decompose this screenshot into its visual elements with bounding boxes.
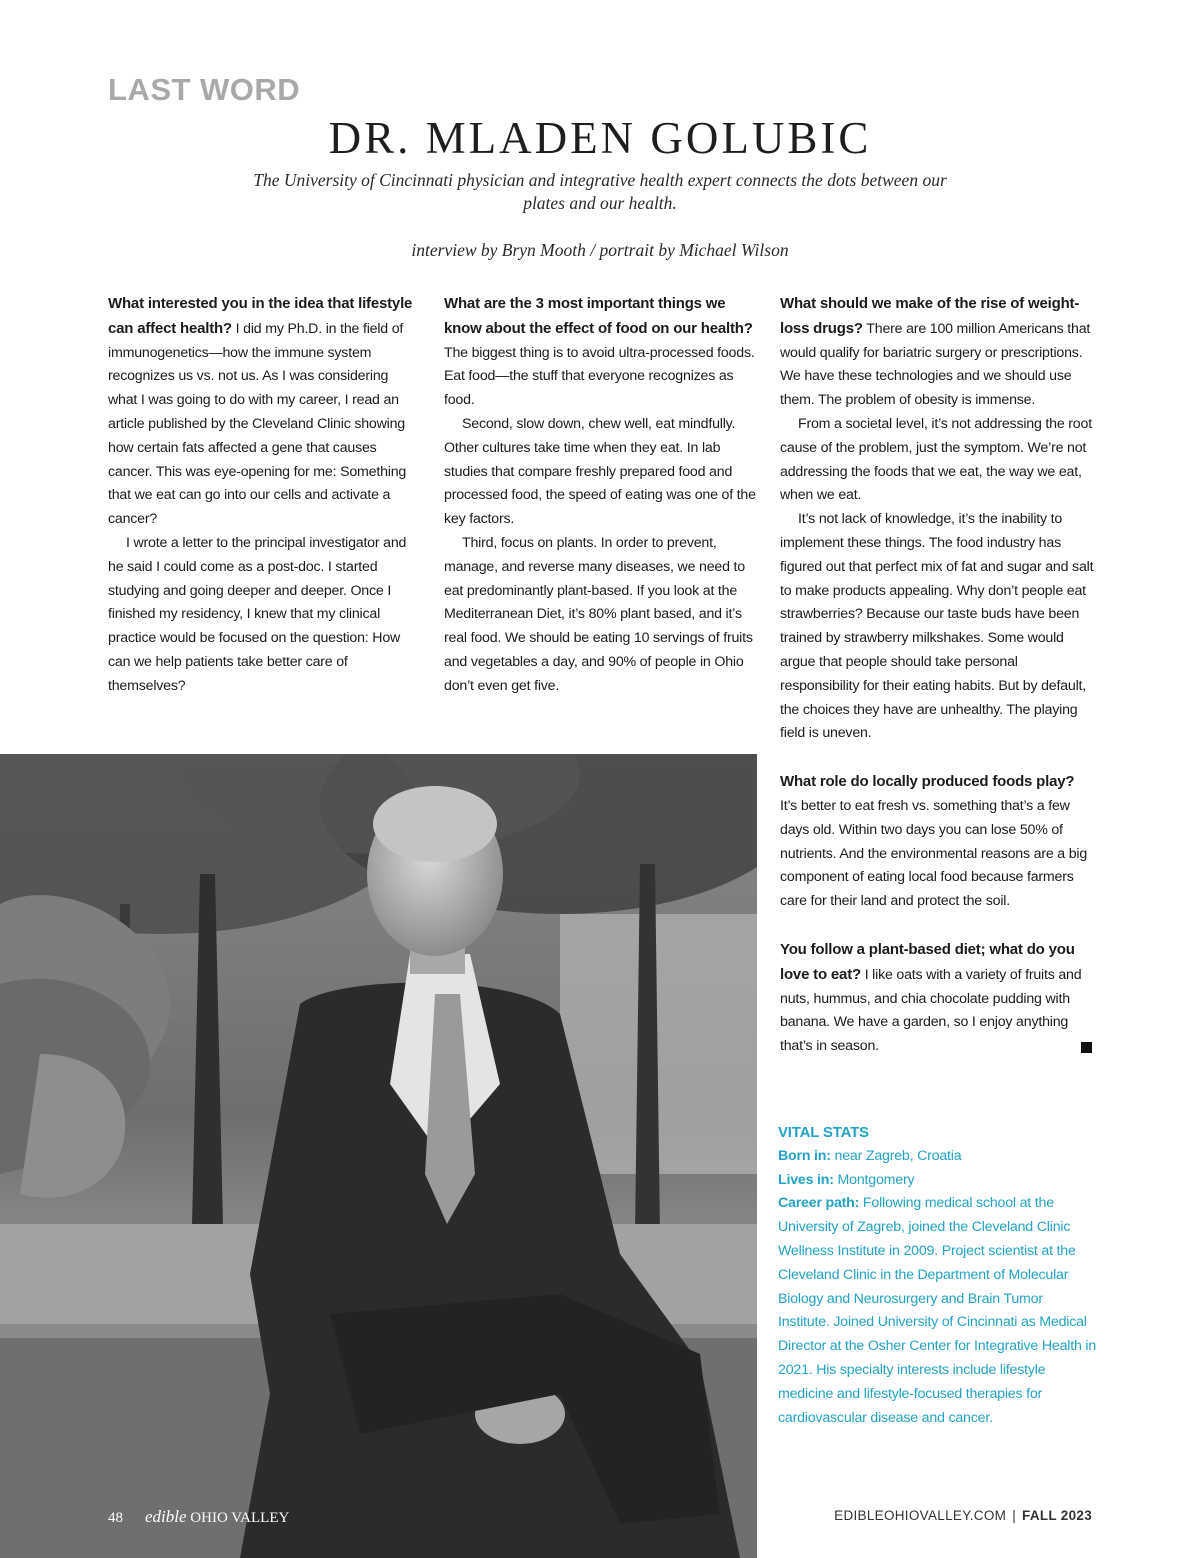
- footer-right: [834, 1508, 1092, 1523]
- section-label: LAST WORD: [108, 72, 301, 107]
- column-3: [780, 292, 1098, 1059]
- column-2: [444, 292, 756, 699]
- answer: It’s better to eat fresh vs. something that’s a few days old. Within two days you can lose 50% of nutrients. And the environmental reasons are a big component of eating local food because farmers care for their land and protect the soil.: [780, 797, 1088, 910]
- answer: The biggest thing is to avoid ultra-processed foods. Eat food—the stuff that everyone recognizes as food.: [444, 344, 755, 409]
- paragraph: Second, slow down, chew well, eat mindfully. Other cultures take time when they eat. In lab studies that compare freshly prepared food and processed food, the speed of eating was one of the key factors.: [444, 415, 756, 528]
- issue: FALL 2023: [1022, 1508, 1092, 1523]
- paragraph: [780, 938, 1098, 1059]
- stat-born: [778, 1145, 1098, 1169]
- paragraph: [108, 292, 420, 532]
- paragraph: Third, focus on plants. In order to prevent, manage, and reverse many diseases, we need to eat predominantly plant-based. If you look at the Mediterranean Diet, it’s 80% plant based, and it’s real food. We should be eating 10 servings of fruits and vegetables a day, and 90% of people in Ohio don’t even get five.: [444, 534, 753, 694]
- question: You follow a plant-based diet; what do you love to eat?: [780, 940, 1075, 983]
- portrait-photo: [0, 754, 757, 1558]
- answer: I did my Ph.D. in the field of immunogenetics—how the immune system recognizes us vs. not us. As I was considering what I was going to do with my career, I read an article published by the Cleveland Clinic showing how certain fats affected a gene that causes cancer. This was eye-opening for me: Something that we eat can go into our cells and activate a cancer?: [108, 320, 407, 528]
- stat-label: Born in:: [778, 1147, 831, 1164]
- end-mark-icon: [1081, 1042, 1092, 1053]
- paragraph: It’s not lack of knowledge, it’s the inability to implement these things. The food industry has figured out that perfect mix of fat and sugar and salt to make products appealing. Why don’t people eat strawberries? Because our taste buds have been trained by strawberry milkshakes. Some would argue that people should take personal responsibility for their eating habits. But by default, the choices they have are unhealthy. The playing field is uneven.: [780, 511, 1094, 742]
- stat-label: Lives in:: [778, 1171, 834, 1188]
- byline: interview by Bryn Mooth / portrait by Michael Wilson: [411, 240, 789, 260]
- page-title: DR. MLADEN GOLUBIC: [328, 113, 872, 163]
- stat-lives: [778, 1169, 1098, 1193]
- paragraph: [444, 292, 756, 413]
- website: EDIBLEOHIOVALLEY.COM: [834, 1508, 1007, 1523]
- question-text: What role do locally produced foods play?: [780, 773, 1075, 791]
- question: What should we make of the rise of weight-loss drugs?: [780, 295, 1080, 337]
- stat-value: Following medical school at the University of Zagreb, joined the Cleveland Clinic Wellness Institute in 2009. Project scientist at the Cleveland Clinic in the Department of Molecular Biology and Neurosurgery and Brain Tumor Institute. Joined University of Cincinnati as Medical Director at the Osher Center for Integrative Health in 2021. His specialty interests include lifestyle medicine and lifestyle-focused therapies for cardiovascular disease and cancer.: [778, 1195, 1097, 1426]
- question: What interested you in the idea that lifestyle can affect health?: [108, 295, 413, 337]
- stat-label: Career path:: [778, 1195, 860, 1212]
- footer-separator: |: [1012, 1508, 1017, 1523]
- vital-stats-heading: VITAL STATS: [778, 1124, 869, 1141]
- answer: I like oats with a variety of fruits and nuts, hummus, and chia chocolate pudding with banana. We have a garden, so I enjoy anything that’s in season.: [780, 966, 1082, 1055]
- portrait-illustration: [0, 754, 757, 1558]
- vital-stats: [778, 1121, 1098, 1430]
- answer: There are 100 million Americans that would qualify for bariatric surgery or prescriptions. We have these technologies and we should use them. The problem of obesity is immense.: [780, 320, 1091, 409]
- question: [780, 770, 1098, 795]
- question: What are the 3 most important things we know about the effect of food on our health?: [444, 295, 753, 337]
- paragraph: [780, 292, 1098, 413]
- stat-value: Montgomery: [833, 1171, 915, 1188]
- paragraph: I wrote a letter to the principal investigator and he said I could come as a post-doc. I started studying and going deeper and deeper. Once I finished my residency, I knew that my clinical practice would be focused on the question: How can we help patients take better care of themselves?: [108, 534, 407, 694]
- stat-value: near Zagreb, Croatia: [830, 1147, 962, 1164]
- paragraph: From a societal level, it’s not addressing the root cause of the problem, just the symptom. We’re not addressing the foods that we eat, the way we eat, when we eat.: [780, 415, 1092, 504]
- footer-left: [108, 1507, 289, 1527]
- page-number: 48: [108, 1510, 123, 1526]
- stat-career: [778, 1192, 1098, 1430]
- magazine-italic: edible: [145, 1507, 187, 1526]
- column-1: [108, 292, 420, 699]
- magazine-name: OHIO VALLEY: [186, 1510, 290, 1526]
- deck: The University of Cincinnati physician and integrative health expert connects the dots between our plates and our health.: [253, 170, 947, 213]
